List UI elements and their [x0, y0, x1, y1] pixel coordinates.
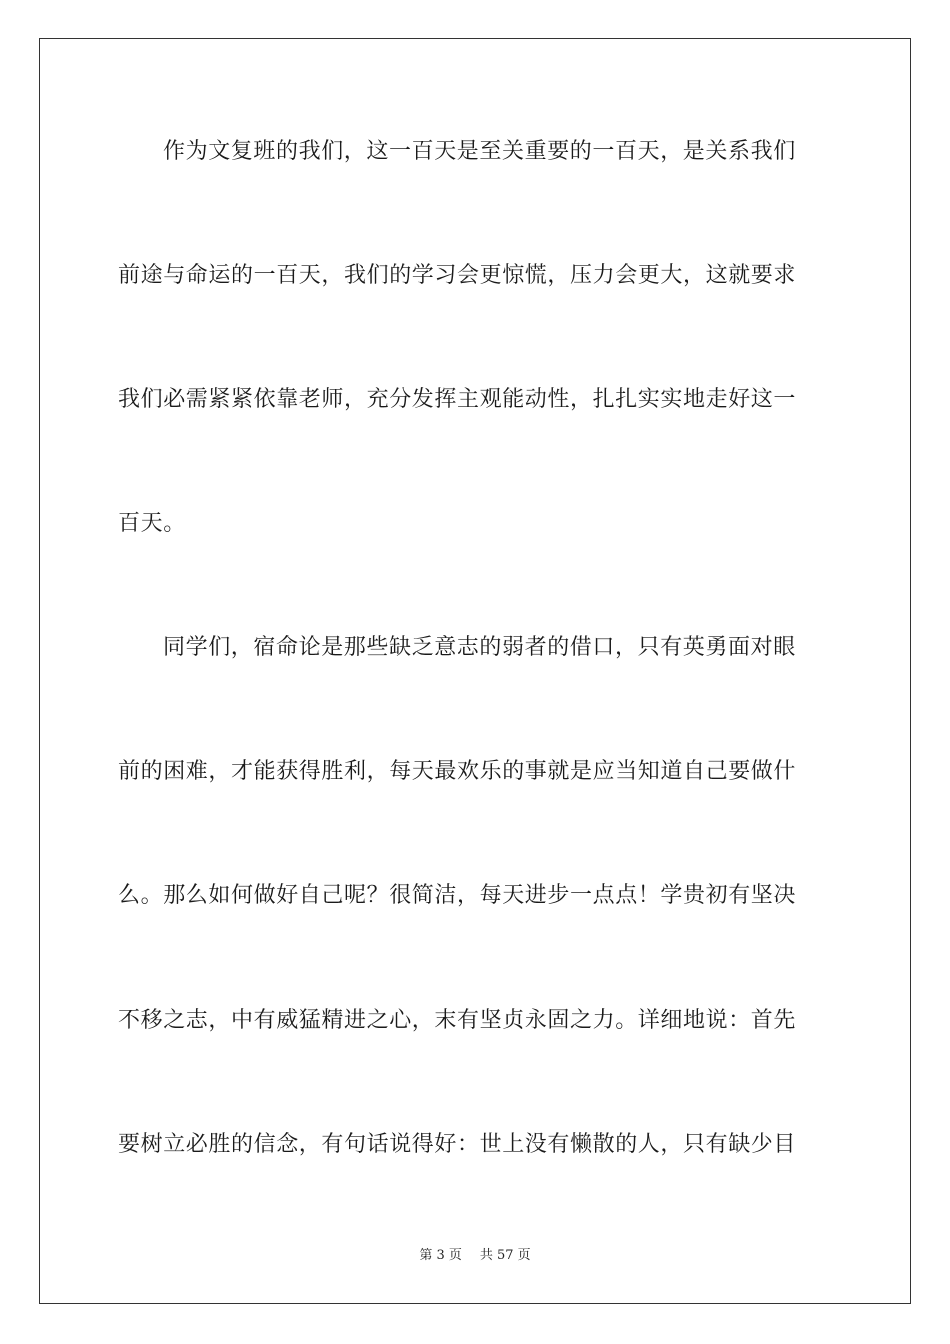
total-pages: 共 57 页 [479, 1248, 531, 1263]
page-border [39, 38, 911, 1304]
page-footer [0, 1247, 950, 1265]
paragraph-1-line-2: 前途与命运的一百天，我们的学习会更惊慌，压力会更大，这就要求 [118, 263, 797, 288]
page-number: 第 3 页 [419, 1248, 462, 1263]
paragraph-1-line-3: 我们必需紧紧依靠老师，充分发挥主观能动性，扎扎实实地走好这一 [118, 387, 797, 412]
paragraph-2-line-3: 么。那么如何做好自己呢？很简洁，每天进步一点点！学贵初有坚决 [118, 883, 797, 908]
paragraph-2-line-4: 不移之志，中有威猛精进之心，末有坚贞永固之力。详细地说：首先 [118, 1008, 797, 1033]
paragraph-2-line-1: 同学们，宿命论是那些缺乏意志的弱者的借口，只有英勇面对眼 [163, 635, 796, 660]
paragraph-1-line-1: 作为文复班的我们，这一百天是至关重要的一百天，是关系我们 [163, 139, 796, 164]
paragraph-2-line-5: 要树立必胜的信念，有句话说得好：世上没有懒散的人，只有缺少目 [118, 1132, 797, 1157]
paragraph-2-line-2: 前的困难，才能获得胜利，每天最欢乐的事就是应当知道自己要做什 [118, 759, 797, 784]
paragraph-1-line-4: 百天。 [118, 511, 186, 536]
